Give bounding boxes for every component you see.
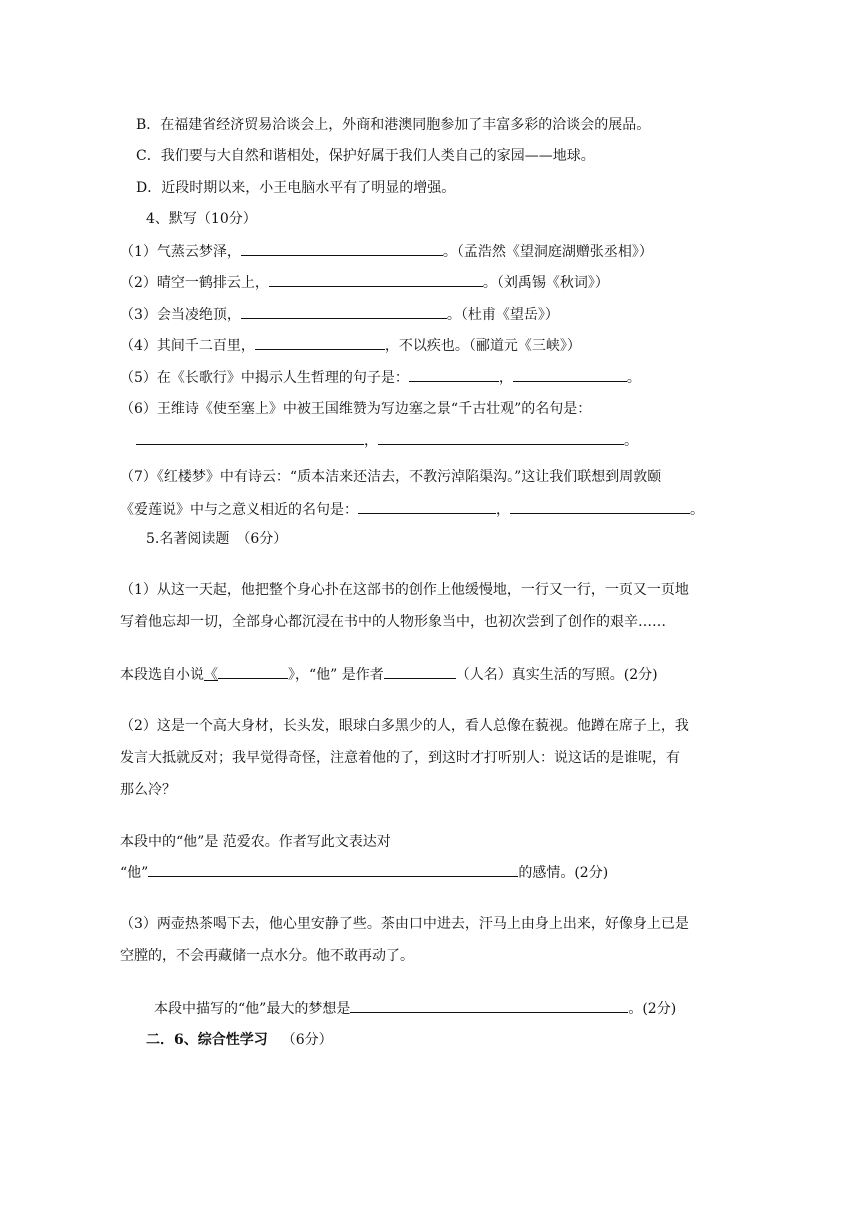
blank[interactable]	[255, 335, 385, 350]
passage-3-line-1: （3）两壶热茶喝下去，他心里安静了些。茶由口中进去，汗马上由身上出来，好像身上已是	[120, 916, 689, 932]
q4-item-2: （2）晴空一鹤排云上， 。（刘禹锡《秋词》）	[120, 272, 609, 293]
answer-2-line-1: 本段中的“他”是 范爱农。作者写此文表达对	[120, 834, 391, 850]
blank[interactable]	[513, 367, 627, 382]
q4-item-6-answer: ， 。	[136, 430, 638, 451]
q5-title: 5.名著阅读题 （6分）	[146, 531, 288, 547]
passage-1-line-1: （1）从这一天起，他把整个身心扑在这部书的创作上他缓慢地，一行又一行，一页又一页地	[120, 582, 689, 598]
blank[interactable]	[136, 430, 364, 445]
q4-title: 4、默写（10分）	[146, 211, 257, 227]
blank[interactable]	[218, 664, 288, 679]
q4-item-6: （6）王维诗《使至塞上》中被王国维赞为写边塞之景“千古壮观”的名句是：	[120, 401, 592, 417]
q4-item-5: （5）在《长歌行》中揭示人生哲理的句子是： ， 。	[120, 367, 641, 388]
option-d: D．近段时期以来，小王电脑水平有了明显的增强。	[136, 180, 456, 196]
blank[interactable]	[378, 430, 624, 445]
answer-3: 本段中描写的“他”最大的梦想是 。(2分)	[154, 998, 676, 1019]
q4-item-4: （4）其间千二百里， ，不以疾也。（郦道元《三峡》）	[120, 335, 581, 356]
answer-1: 本段选自小说《 》，“他” 是作者 （人名）真实生活的写照。(2分)	[120, 664, 658, 685]
q4-item-7: （7）《红楼梦》中有诗云：“质本洁来还洁去，不教污淖陷渠沟。”这让我们联想到周敦颐	[120, 469, 662, 485]
answer-2-line-2: “他” 的感情。(2分)	[120, 862, 608, 883]
blank[interactable]	[358, 499, 496, 514]
blank[interactable]	[510, 499, 690, 514]
blank[interactable]	[409, 367, 499, 382]
option-b: B．在福建省经济贸易洽谈会上，外商和港澳同胞参加了丰富多彩的洽谈会的展品。	[136, 117, 651, 133]
passage-3-line-2: 空膛的，不会再藏储一点水分。他不敢再动了。	[120, 948, 414, 964]
passage-2-line-2: 发言大抵就反对；我早觉得奇怪，注意着他的了，到这时才打听别人：说这话的是谁呢，有	[120, 750, 680, 766]
blank[interactable]	[269, 272, 483, 287]
passage-1-line-2: 写着他忘却一切，全部身心都沉浸在书中的人物形象当中，也初次尝到了创作的艰辛……	[120, 614, 666, 630]
passage-2-line-1: （2）这是一个高大身材，长头发，眼球白多黑少的人，看人总像在藐视。他蹲在席子上，我	[120, 718, 689, 734]
q4-item-1: （1）气蒸云梦泽， 。（孟浩然《望洞庭湖赠张丞相》）	[120, 241, 653, 262]
part-2-heading: 二．6、综合性学习 （6分）	[146, 1032, 333, 1048]
blank[interactable]	[241, 241, 443, 256]
blank[interactable]	[350, 998, 628, 1013]
q4-item-7-answer: 《爱莲说》中与之意义相近的名句是： ， 。	[120, 499, 704, 520]
blank[interactable]	[241, 304, 447, 319]
blank[interactable]	[384, 664, 456, 679]
blank[interactable]	[148, 862, 518, 877]
q4-item-3: （3）会当凌绝顶， 。（杜甫《望岳》）	[120, 304, 559, 325]
option-c: C．我们要与大自然和谐相处，保护好属于我们人类自己的家园——地球。	[136, 148, 595, 164]
passage-2-line-3: 那么冷？	[120, 782, 176, 798]
